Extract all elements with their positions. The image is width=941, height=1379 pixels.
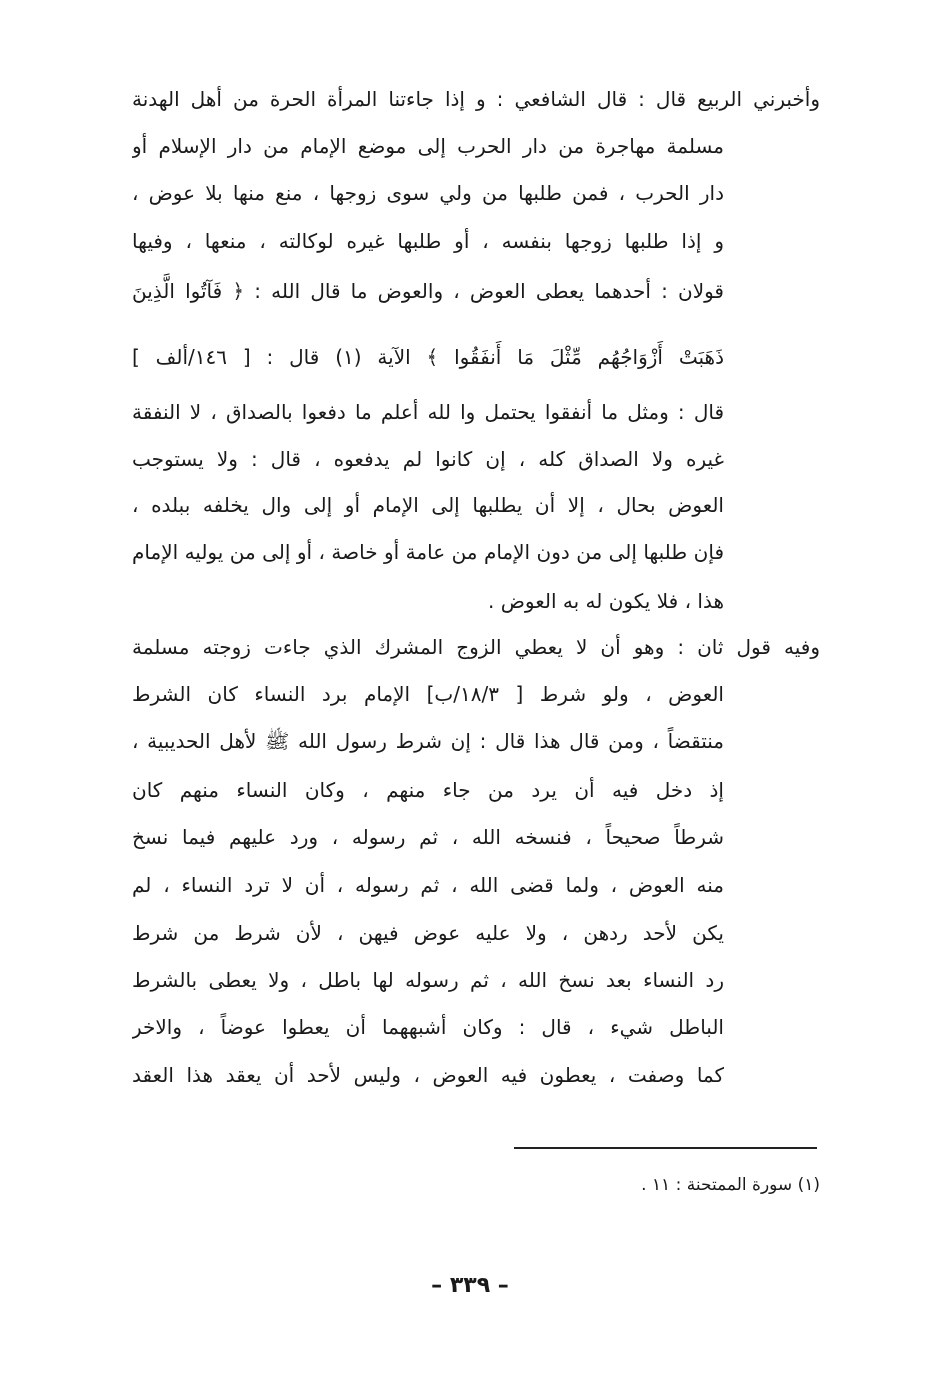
text-line: وأخبرني الربيع قال : قال الشافعي : و إذا جاءتنا المرأة الحرة من أهل الهدنة <box>132 87 820 111</box>
text-line: هذا ، فلا يكون له به العوض . <box>488 589 724 613</box>
footnote-divider <box>514 1147 817 1149</box>
text-line: منتقضاً ، ومن قال هذا قال : إن شرط رسول الله ﷺ لأهل الحديبية ، <box>132 729 724 753</box>
text-line: إذ دخل فيه أن يرد من جاء منهم ، وكان النساء منهم كان <box>132 778 724 802</box>
text-line: غيره ولا الصداق كله ، إن كانوا لم يدفعوه ، قال : ولا يستوجب <box>132 447 724 471</box>
text-line: و إذا طلبها زوجها بنفسه ، أو طلبها غيره لوكالته ، منعها ، وفيها <box>132 229 724 253</box>
text-line: دار الحرب ، فمن طلبها من ولي سوى زوجها ، منع منها بلا عوض ، <box>132 181 724 205</box>
text-line: فإن طلبها إلى من دون الإمام من عامة أو خاصة ، أو إلى من يوليه الإمام <box>132 540 724 564</box>
text-line: يكن لأحد ردهن ، ولا عليه عوض فيهن ، لأن شرط من شرط <box>132 921 724 945</box>
text-line: قولان : أحدهما يعطى العوض ، والعوض ما قال الله : ﴿ فَآتُوا الَّذِينَ <box>132 279 724 303</box>
text-line: رد النساء بعد نسخ الله ، ثم رسوله لها باطل ، ولا يعطى بالشرط <box>132 968 724 992</box>
text-line: شرطاً صحيحاً ، فنسخه الله ، ثم رسوله ، ورد عليهم فيما نسخ <box>132 825 724 849</box>
page-number: – ٣٣٩ – <box>431 1273 509 1298</box>
text-line: العوض ، ولو شرط [ ١٨/٣/ب] الإمام برد النساء كان الشرط <box>132 682 724 706</box>
text-line: مسلمة مهاجرة من دار الحرب إلى موضع الإمام من دار الإسلام أو <box>132 134 724 158</box>
text-line: وفيه قول ثان : وهو أن لا يعطي الزوج المشرك الذي جاءت زوجته مسلمة <box>132 635 820 659</box>
text-line: الباطل شيء ، قال : وكان أشبههما أن يعطوا عوضاً ، والاخر <box>132 1015 724 1039</box>
text-line: قال : ومثل ما أنفقوا يحتمل وا لله أعلم ما دفعوا بالصداق ، لا النفقة <box>132 400 724 424</box>
text-line: كما وصفت ، يعطون فيه العوض ، وليس لأحد أن يعقد هذا العقد <box>132 1063 724 1087</box>
text-line: منه العوض ، ولما قضى الله ، ثم رسوله ، أن لا ترد النساء ، لم <box>132 873 724 897</box>
text-line: العوض بحال ، إلا أن يطلبها إلى الإمام أو إلى وال يخلفه ببلده ، <box>132 493 724 517</box>
footnote: (١) سورة الممتحنة : ١١ . <box>641 1175 820 1195</box>
text-line: ذَهَبَتْ أَزْوَاجُهُم مِّثْلَ مَا أَنفَقُوا ﴾ الآية (١) قال : [ ١٤٦/ألف ] <box>132 345 724 369</box>
